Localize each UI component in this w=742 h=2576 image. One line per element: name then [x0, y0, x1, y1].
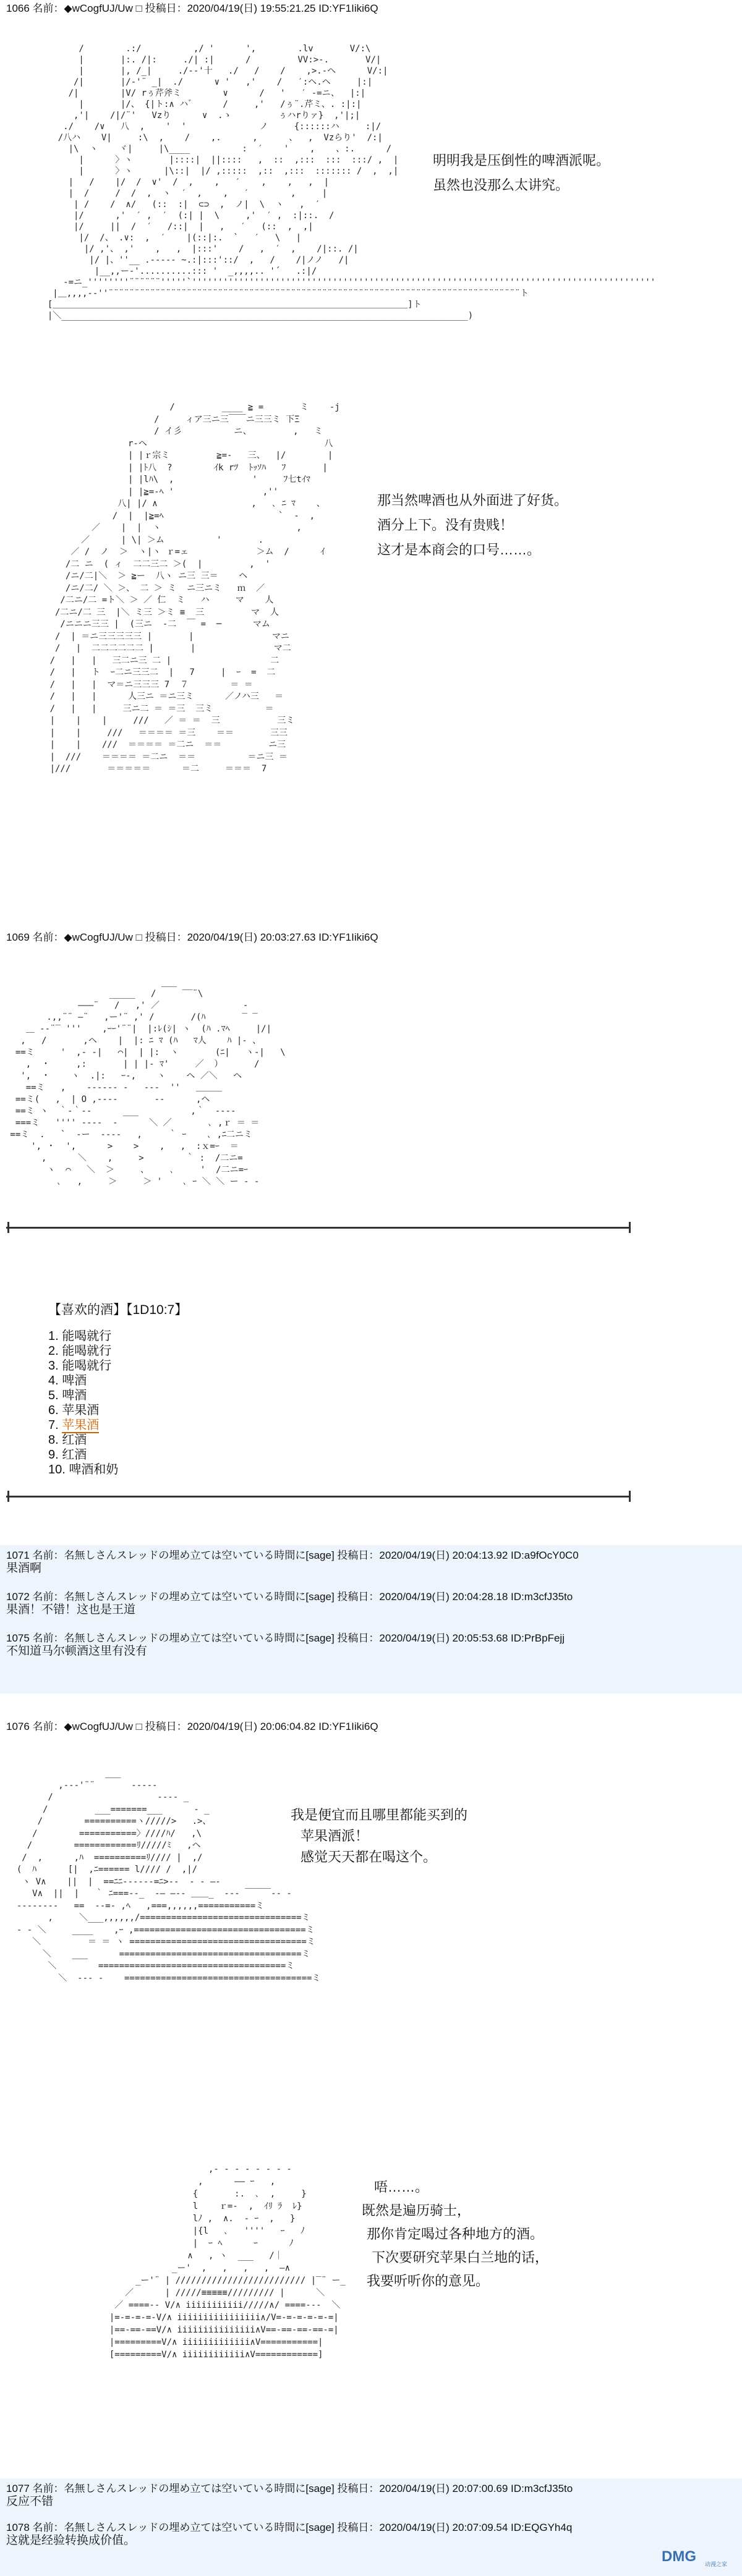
caption-line: 我是便宜而且哪里都能买到的 [291, 1807, 468, 1823]
divider-end [629, 1491, 631, 1502]
reply-body: 果酒啊 [6, 1562, 42, 1575]
reply [0, 2517, 742, 2550]
post-header: 1069 名前：◆wCogfUJ/Uw □ 投稿日：2020/04/19(日) 20:03:27.63 ID:YF1Iiki6Q [6, 931, 378, 943]
caption-line: 这才是本商会的口号……。 [377, 542, 541, 557]
ascii-art: ___ _____ / ‾‾¨\ ―――¨ / ,' ／ ‐ .,,¨¨ ―¨ ,ー'¨ ,' / /(ﾊ ‾ ‾ ＿ ‐‐¨‾ ''' ,ｰｰ'¨¨| |:ﾚ(ｼ| ヽ (ﾊ .ﾏﾍ |/| , / ,ヘ | |: ﾆ ﾏ (ﾊ ﾏ人 ﾊ |‐ 、 ==ミ ' ,- ‐| ⌒| | |: ヽ (ﾆ| ヽ‐| \ , ・ ,: | | |‐ ﾏ' ／ ） / ', ・ ヽ .|: ｰ‐, ヽ ヘ ／＼ ヘ ==ミ , ‐‐‐‐‐‐ ‐ ‐‐‐ '' ＿＿＿ ==ミ( , | O ,‐‐‐‐ ‐‐ ,ヘ ==ミ ヽ ｀‐｀‐‐ ___ ,｀ ‐‐‐‐ ===ミ '''' ‐‐‐‐ ‐ ＼ ／ ､ ,ｒ ＝ ＝ ==ミ . ` ‐ー ‐‐‐‐ , ｀ ｰ ､ ,ﾆ二ニミ ', ・ ', > > , , :ｘ=ｰ ＝ , ＼ , > ｀ : /二ニ= ヽ ⌒ ＼ ＞ 、 ､ ' /二ニ=ｰ ､ , ＞ ＞ ' ､ ｰ ＼ ＼ ー ‐ ‐ [10, 977, 286, 1187]
ascii-art: / .:/ ,/ ' ', .lv V/:\ | |:. /|: ./| :| / VV:>-. V/| | |, /_| ./--'十 ./ / / ,>.-ヘ V/:| /| |/-'¨ _| ./ ∨ ' ,' / ′:ヘ.ヘ |:| /| |V/ rぅ芹斧ミ ∨ / ' ′ -=ニ、 |:| | |/、 {|ト:∧ ハ゛ / ,' /ぅ¨.芹ミ、. :|:| ,'| /|/¨' Vzり ∨ .ゝ ぅハrりァ} ,'|;| ./ /∨ 八 , ' ' ノ {::::::ハ :|/ /八ハ V| :\ , / ,. , 、 , Vzらり' /:| |\ ヽ ヾ| |\____ : ′ ' , 、:. / | 〉ヽ |::::| ||:::: , :: ,::: ::: :::/ , | | 〉ヽ |\::| |/ ,::::: ,:: ,::: ::::::: / , ,| | / |/ / ∨' / , , ′ , , , | | / / / , ヽ ′ , , ′ , | | / / ∧/ (:: :| ⊂⊃ , ノ| \ ヽ , ′ |/ ,' ′ , ′ (:| | \ ,' ′ , :|::. / |/ || / ′ /::| | , ′ (:: , ,| |/ /、 .∨: , ′ |(::|:. ` ′ \ | |/ ,'、 ,' , , |:::' / , ′ , /|::. /| |/ |、''__ .--‐‐‐ ~.:|:::'::/ , / /|ノノ /| |__,,ー‐'..........::: ' _,,,,.. '´ .:|/ ‐=ニ_''''''''¨¨¨¨¨¨'''''`''''''''''''''''''''''''''''''''''''''''''''''''''''''''''''''''''''''''''''''''''''''''' |＿,,,,-‐''¨¨¨¨¨¨¨¨¨¨¨¨¨¨¨¨¨¨¨¨¨¨¨¨¨¨¨¨¨¨¨¨¨¨¨¨¨¨¨¨¨¨¨¨¨¨¨¨¨¨¨¨¨¨¨¨¨¨¨¨¨¨¨¨¨¨¨¨¨¨¨¨¨¨¨¨¨¨¨ト [＿＿＿＿＿＿＿＿＿＿＿＿＿＿＿＿＿＿＿＿＿＿＿＿＿＿＿＿＿＿＿＿＿＿＿＿＿＿＿＿＿]ト |＼______________________________________________________________________________) [47, 44, 656, 321]
reply-list [0, 1545, 742, 1693]
caption-line: 明明我是压倒性的啤酒派呢。 [433, 153, 610, 168]
vote-item: 2. 能喝就行 [48, 1344, 112, 1358]
ascii-art: ,‐ ‐ ‐ ‐ ‐ ‐ ‐ ‐ , ―― ｰ , { :. ､ , } l ｒ=- , ｲﾘ ﾗ ﾚ} lﾉ , ∧. ‐ ｰ , } |{l ､ '''' ｰ ﾉ | ｰ ﾍ ｰ ﾉ ∧ , ヽ ___ /｜ _ー' , , , , ―∧ _ー'¨ | ///////////////////////// |‾¨ ー_ ／ | /////≡≡≡≡≡///////// | ＼ ／ ====-- V/∧ iiiiiiiiiii/////∧/ ====--- ＼ |=-=-=-=-V/∧ iiiiiiiiiiiiiiii∧/V=-=-=-=-=-=| |==-==-==V/∧ iiiiiiiiiiiiiii∧V==-==-==-==-=| |=========V/∧ iiiiiiiiiiiii∧V===========| [=========V/∧ iiiiiiiiiiii∧V============] [109, 2164, 346, 2360]
caption-group [291, 1805, 467, 1868]
vote-item: 10. 啤酒和奶 [48, 1463, 119, 1477]
vote-item: 8. 红酒 [48, 1433, 87, 1447]
caption-line: 那你肯定喝过各种地方的酒。 [367, 2226, 544, 2242]
vote-item: 1. 能喝就行 [48, 1329, 112, 1343]
reply-header: 1072 名前：名無しさんスレッドの埋め立ては空いている時間に[sage] 投稿日：2020/04/19(日) 20:04:28.18 ID:m3cfJ35to [6, 1591, 573, 1603]
reply [0, 2478, 742, 2511]
divider [6, 1227, 631, 1229]
post-header: 1076 名前：◆wCogfUJ/Uw □ 投稿日：2020/04/19(日) 20:06:04.82 ID:YF1Iiki6Q [6, 1721, 378, 1732]
caption-line: 我要听听你的意见。 [367, 2273, 490, 2289]
vote-item-selected: 7. 苹果酒 [48, 1418, 100, 1432]
reply-body: 这就是经验转换成价值。 [6, 2534, 136, 2547]
post-header: 1066 名前：◆wCogfUJ/Uw □ 投稿日：2020/04/19(日) 19:55:21.25 ID:YF1Iiki6Q [6, 2, 378, 14]
vote-item: 3. 能喝就行 [48, 1359, 112, 1373]
caption-line: 下次要研究苹果白兰地的话， [372, 2250, 549, 2265]
logo-text: DMG [662, 2548, 696, 2565]
divider-end [7, 1491, 9, 1502]
caption-group [362, 2176, 548, 2293]
caption-line: 唔……。 [374, 2179, 429, 2195]
vote-item: 6. 苹果酒 [48, 1404, 100, 1417]
divider-end [629, 1222, 631, 1233]
caption-line: 苹果酒派！ [301, 1828, 369, 1844]
reply [0, 1628, 742, 1661]
caption-line: 既然是遍历骑士， [362, 2203, 471, 2218]
vote-title: 【喜欢的酒】【1D10:7】 [48, 1303, 188, 1317]
reply-body: 反应不错 [6, 2495, 54, 2508]
divider [6, 1496, 631, 1498]
reply-header: 1077 名前：名無しさんスレッドの埋め立ては空いている時間に[sage] 投稿日：2020/04/19(日) 20:07:00.69 ID:m3cfJ35to [6, 2483, 573, 2494]
caption-line: 感觉天天都在喝这个。 [301, 1849, 437, 1865]
reply-list [0, 2478, 742, 2576]
ascii-art: / ____ ≧ = ミ -j / ィア三ニ三￣￣ニ三三ミ 下Ξ / イ彡 ニ、 , ミ r‐ヘ 八 | |ｒ宗ミ ≧=- 三、 |/ | | |ﾄ八 ? ｲk rﾂ ﾄｯｿﾊ ﾌ | | |lﾊ\ , ' ﾌ七tｲﾏ | |≧=-ﾍ ' ,'' 八| |/ ∧ , ､ ﾆ ﾏ 、 / | |≧=ﾍ ` - , ／ | | ヽ , ／ | \| ＞ム ' . ／ / ノ ＞ ヽ|ヽ ｒ=ェ ＞ム / ｲ /二 ニ ( ィ 二二三二 ＞( | , ' /ニ/二|＼ ＞ ≧ー 八ヽ ニ三 三＝ ヘ /ニ/二/ ＼ ＞、 二 ＞ ミ ニ三ニミ ｍ ／ /二ニ/二 =ト＼ ＞ ／ 仁 ミ ハ マ 人 /二ニ/二 三 |＼ ミ三 ＞ミ ≡ 三 マ 人 /ニニニ三三 | (三ニ ‐二 ￣ = ─ マム / | ＝ニ三三三三三 | | マニ / | 二二二二二二 | | マ二 / | | 三二ニ三 二 | 二 / | ト ｰ二ニ三三二 | 7 | ｰ = 二 / | | マ＝ニ三三三 7 ７ ＝ ＝ / | | 人三ニ ＝ニ三ミ ／ノハ三 ＝ / | | 三ニ二 ＝ ＝三 三ミ ＝ | | | /// ／ ＝ ＝ 三 三ミ | | /// ＝＝＝＝ ＝三 ＝＝ 三三 | | /// ＝＝＝＝ ＝二ニ ＝＝ ニ三 | /// ＝＝＝＝ ＝二ニ ＝＝ ＝ニ三 ＝ |/// ＝＝＝＝＝ ＝二 ＝＝＝ 7 [49, 402, 340, 774]
reply [0, 1587, 742, 1619]
ascii-art: ___ ,-‐‐'¨¨ ‐‐‐‐‐ / ‐‐‐‐ _ / ___=======___ ‐ _ / ==========ヽ/////> .>、 / ===========〉////ﾊ/ ,\ / ============ﾘ/////ﾐ ,ヘ / , ,ﾊ ==========ﾘ//// | ,/ ( ﾊ [| ,ﾆ====== l//// / ,|/ ヽ V∧ || | ==ﾆﾆ--‐‐‐‐=ﾆ>‐‐ ‐ ‐ ―‐ V∧ || | ｀ ﾆ===‐‐_ ‐― ―‐‐ ＿＿_ ‐‐‐ ￣￣￣‐‐ ‐ ‐‐‐‐‐‐‐- == ‐‐=‐ ,ﾍ ,===,,,,,,===========ミ , ＼___,,,,,,/===============================ミ ‐ ‐ ＼ ____ ,ｰ ,=================================ミ ＼ ＝ ＝ ヽ ==================================ミ ＼ ___ ===================================ミ ＼ ====================================ミ ＼ ‐‐‐ ‐ ====================================ミ [16, 1768, 321, 1983]
logo-subtext: 动漫之家 [705, 2562, 728, 2568]
vote-item: 5. 啤酒 [48, 1389, 87, 1402]
caption-line: 虽然也没那么太讲究。 [433, 177, 569, 193]
site-logo-icon [659, 2545, 733, 2570]
caption-group [433, 148, 610, 198]
vote-list [48, 1329, 187, 1477]
vote-item: 9. 红酒 [48, 1448, 87, 1462]
caption-group [377, 488, 568, 562]
caption-line: 酒分上下。没有贵贱！ [377, 517, 514, 533]
reply-header: 1078 名前：名無しさんスレッドの埋め立ては空いている時間に[sage] 投稿日：2020/04/19(日) 20:07:09.54 ID:EQGYh4q [6, 2522, 573, 2533]
reply-header: 1075 名前：名無しさんスレッドの埋め立ては空いている時間に[sage] 投稿日：2020/04/19(日) 20:05:53.68 ID:PrBpFejj [6, 1632, 565, 1644]
reply-header: 1071 名前：名無しさんスレッドの埋め立ては空いている時間に[sage] 投稿日：2020/04/19(日) 20:04:13.92 ID:a9fOcY0C0 [6, 1549, 579, 1561]
divider-end [7, 1222, 9, 1233]
vote-item: 4. 啤酒 [48, 1374, 87, 1388]
vote-block [48, 1303, 187, 1477]
reply-body: 果酒！不错！这也是王道 [6, 1603, 136, 1616]
reply-body: 不知道马尔顿酒这里有没有 [6, 1645, 148, 1658]
reply [0, 1545, 742, 1578]
caption-line: 那当然啤酒也从外面进了好货。 [377, 493, 568, 508]
